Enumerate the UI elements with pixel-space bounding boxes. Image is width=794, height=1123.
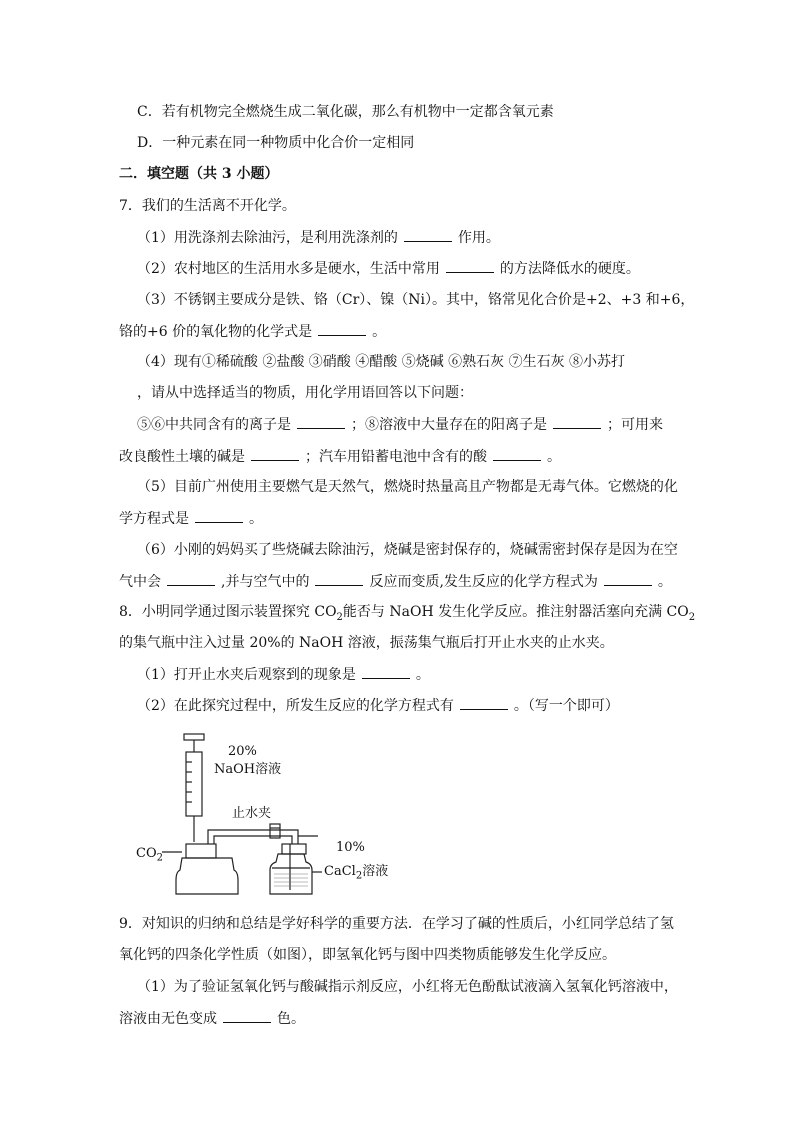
q7-part2: （2）农村地区的生活用水多是硬水，生活中常用 的方法降低水的硬度。 — [137, 258, 640, 279]
cacl2-percent-label: 10% — [336, 840, 365, 855]
answer-blank[interactable] — [195, 508, 243, 523]
q7-part6-line1: （6）小刚的妈妈买了些烧碱去除油污，烧碱是密封保存的，烧碱需密封保存是因为在空 — [137, 542, 678, 558]
q7-part5-line2: 学方程式是 。 — [119, 508, 263, 529]
answer-blank[interactable] — [318, 321, 366, 336]
q7-part4-line1: （4）现有①稀硫酸 ②盐酸 ③硝酸 ④醋酸 ⑤烧碱 ⑥熟石灰 ⑦生石灰 ⑧小苏打 — [137, 354, 626, 370]
q8-part2: （2）在此探究过程中，所发生反应的化学方程式有 。（写一个即可） — [137, 695, 619, 716]
co2-label: $CO_2$ — [136, 846, 163, 864]
answer-blank[interactable] — [251, 446, 299, 461]
answer-blank[interactable] — [167, 571, 215, 586]
naoh-solution-label: NaOH溶液 — [214, 762, 282, 777]
section-title: 二．填空题（共 3 小题） — [119, 166, 279, 182]
connecting-tube-outer — [208, 830, 298, 844]
answer-blank[interactable] — [493, 446, 541, 461]
q7-part1: （1）用洗涤剂去除油污，是利用洗涤剂的 作用。 — [137, 227, 500, 248]
q7-part3-line1: （3）不锈钢主要成分是铁、铬（Cr）、镍（Ni）。其中，铬常见化合价是+2、+3 和+6， — [137, 292, 695, 308]
option-c: C．若有机物完全燃烧生成二氧化碳，那么有机物中一定都含氧元素 — [137, 104, 554, 120]
q8-line2: 的集气瓶中注入过量 20%的 NaOH 溶液，振荡集气瓶后打开止水夹的止水夹。 — [119, 635, 614, 651]
answer-blank[interactable] — [446, 258, 494, 273]
answer-blank[interactable] — [460, 695, 508, 710]
answer-blank[interactable] — [223, 1008, 271, 1023]
q7-stem: 7．我们的生活离不开化学。 — [119, 198, 296, 214]
gas-bottle — [176, 858, 238, 894]
answer-blank[interactable] — [297, 414, 345, 429]
q7-part5-line1: （5）目前广州使用主要燃气是天然气，燃烧时热量高且产物都是无毒气体。它燃烧的化 — [137, 479, 678, 495]
answer-blank[interactable] — [404, 227, 452, 242]
q9-line1: 9．对知识的归纳和总结是学好科学的重要方法．在学习了碱的性质后，小红同学总结了氢 — [119, 916, 674, 932]
q8-part1: （1）打开止水夹后观察到的现象是 。 — [137, 664, 430, 685]
liquid-hatch — [274, 874, 308, 886]
apparatus-figure — [132, 732, 392, 897]
cacl2-solution-label: CaCl$_2$溶液 — [324, 864, 389, 882]
left-stopper — [186, 844, 216, 858]
q8-line1: 8．小明同学通过图示装置探究 $CO_2$能否与 NaOH 发生化学反应。推注射器活塞向充满 $CO_2$ — [119, 604, 696, 623]
q7-part4-line4: 改良酸性土壤的碱是 ；汽车用铅蓄电池中含有的酸 。 — [119, 446, 561, 467]
q7-part4-line3: ⑤⑥中共同含有的离子是 ；⑧溶液中大量存在的阳离子是 ；可用来 — [137, 414, 663, 435]
q9-line2: 氧化钙的四条化学性质（如图），即氢氧化钙与图中四类物质能够发生化学反应。 — [119, 947, 616, 963]
answer-blank[interactable] — [362, 664, 410, 679]
option-d: D．一种元素在同一种物质中化合价一定相同 — [137, 135, 415, 151]
water-clamp-label: 止水夹 — [232, 806, 272, 821]
right-stopper — [282, 844, 306, 854]
q9-part1-line1: （1）为了验证氢氧化钙与酸碱指示剂反应，小红将无色酚酞试液滴入氢氧化钙溶液中， — [137, 979, 678, 995]
answer-blank[interactable] — [315, 571, 363, 586]
q9-part1-line2: 溶液由无色变成 色。 — [119, 1008, 305, 1029]
q7-part6-line2: 气中会 ,并与空气中的 反应而变质,发生反应的化学方程式为 。 — [119, 571, 672, 592]
q7-part3-line2: 铬的+6 价的氧化物的化学式是 。 — [119, 321, 386, 342]
naoh-percent-label: 20% — [228, 744, 257, 759]
q7-part4-line2: ，请从中选择适当的物质，用化学用语回答以下问题： — [137, 385, 473, 401]
syringe-plunger-cap — [184, 734, 204, 740]
answer-blank[interactable] — [553, 414, 601, 429]
answer-blank[interactable] — [604, 571, 652, 586]
